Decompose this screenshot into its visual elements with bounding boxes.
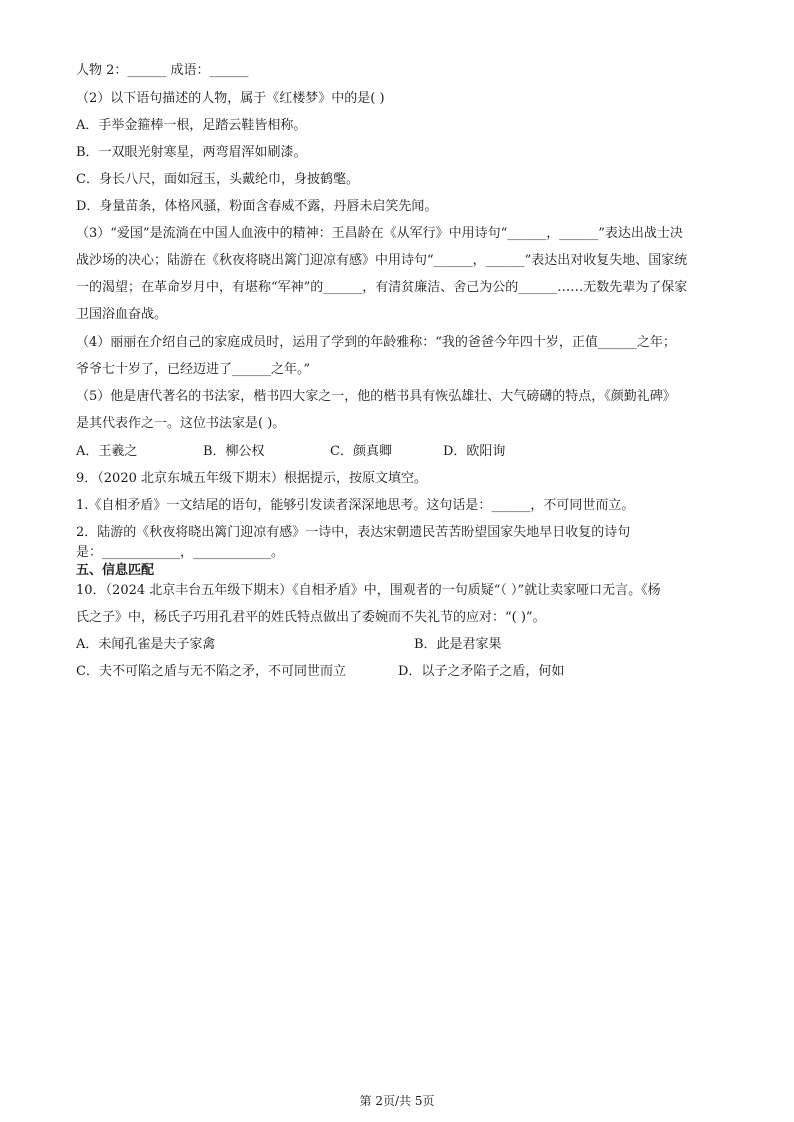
q10-option-c: C．夫不可陷之盾与无不陷之矛，不可同世而立 xyxy=(76,664,346,679)
q8-2-option-c: C．身长八尺，面如冠玉，头戴纶巾，身披鹤氅。 xyxy=(76,172,359,187)
q10-option-a: A．未闻孔雀是夫子家禽 xyxy=(76,637,216,652)
q8-5-option-c: C．颜真卿 xyxy=(330,444,392,459)
q8-5-option-d: D．欧阳询 xyxy=(443,444,506,459)
q8-2-option-a: A．手举金箍棒一根，足踏云鞋皆相称。 xyxy=(76,118,307,133)
q8-4-line-1: （4）丽丽在介绍自己的家庭成员时，运用了学到的年龄雅称：“我的爸爸今年四十岁，正值______之年； xyxy=(76,335,676,350)
q8-5-line-2: 是其代表作之一。这位书法家是( )。 xyxy=(76,416,286,431)
q8-2-question: （2）以下语句描述的人物，属于《红楼梦》中的是( ) xyxy=(76,91,385,106)
q8-3-line-1: （3）“爱国”是流淌在中国人血液中的精神：王昌龄在《从军行》中用诗句“______，______”表达出战士决 xyxy=(76,226,683,241)
q8-person2-idiom-line: 人物 2：______ 成语：______ xyxy=(76,63,249,78)
q8-5-option-a: A．王羲之 xyxy=(76,444,138,459)
q8-5-option-b: B．柳公权 xyxy=(203,444,265,459)
q9-line-2a: 2．陆游的《秋夜将晓出篱门迎凉有感》一诗中，表达宋朝遗民苦苦盼望国家失地早日收复的诗句 xyxy=(76,525,631,540)
q9-line-1: 1.《自相矛盾》一文结尾的语句，能够引发读者深深地思考。这句话是：______，不可同世而立。 xyxy=(76,498,635,513)
q10-option-d: D．以子之矛陷子之盾，何如 xyxy=(398,664,565,679)
q9-line-2b: 是：____________，____________。 xyxy=(76,545,285,560)
q9-title: 9．（2020 北京东城五年级下期末）根据提示，按原文填空。 xyxy=(76,471,427,486)
q10-line-2: 氏之子》中，杨氏子巧用孔君平的姓氏特点做出了委婉而不失礼节的应对：“( )”。 xyxy=(76,610,546,625)
q8-4-line-2: 爷爷七十岁了，已经迈进了______之年。” xyxy=(76,362,311,377)
q8-3-line-3: 一的渴望；在革命岁月中，有堪称“军神”的______，有清贫廉洁、舍己为公的______……无数先辈为了保家 xyxy=(76,280,688,295)
q10-line-1: 10．（2024 北京丰台五年级下期末）《自相矛盾》中，围观者的一句质疑“（ ）”就让卖家哑口无言。《杨 xyxy=(76,583,661,598)
q8-2-option-b: B．一双眼光射寒星，两弯眉浑如刷漆。 xyxy=(76,145,307,160)
q8-5-line-1: （5）他是唐代著名的书法家，楷书四大家之一，他的楷书具有恢弘雄壮、大气磅礴的特点，《颜勤礼碑》 xyxy=(76,389,676,404)
section-5-heading: 五、信息匹配 xyxy=(76,563,155,578)
q8-3-line-4: 卫国浴血奋战。 xyxy=(76,307,168,322)
q8-3-line-2: 战沙场的决心；陆游在《秋夜将晓出篱门迎凉有感》中用诗句“______，______”表达出对收复失地、国家统 xyxy=(76,253,688,268)
q8-2-option-d: D．身量苗条，体格风骚，粉面含春威不露，丹唇未启笑先闻。 xyxy=(76,199,438,214)
page-number-footer: 第 2页/共 5页 xyxy=(359,1094,435,1108)
q10-option-b: B．此是君家果 xyxy=(414,637,502,652)
